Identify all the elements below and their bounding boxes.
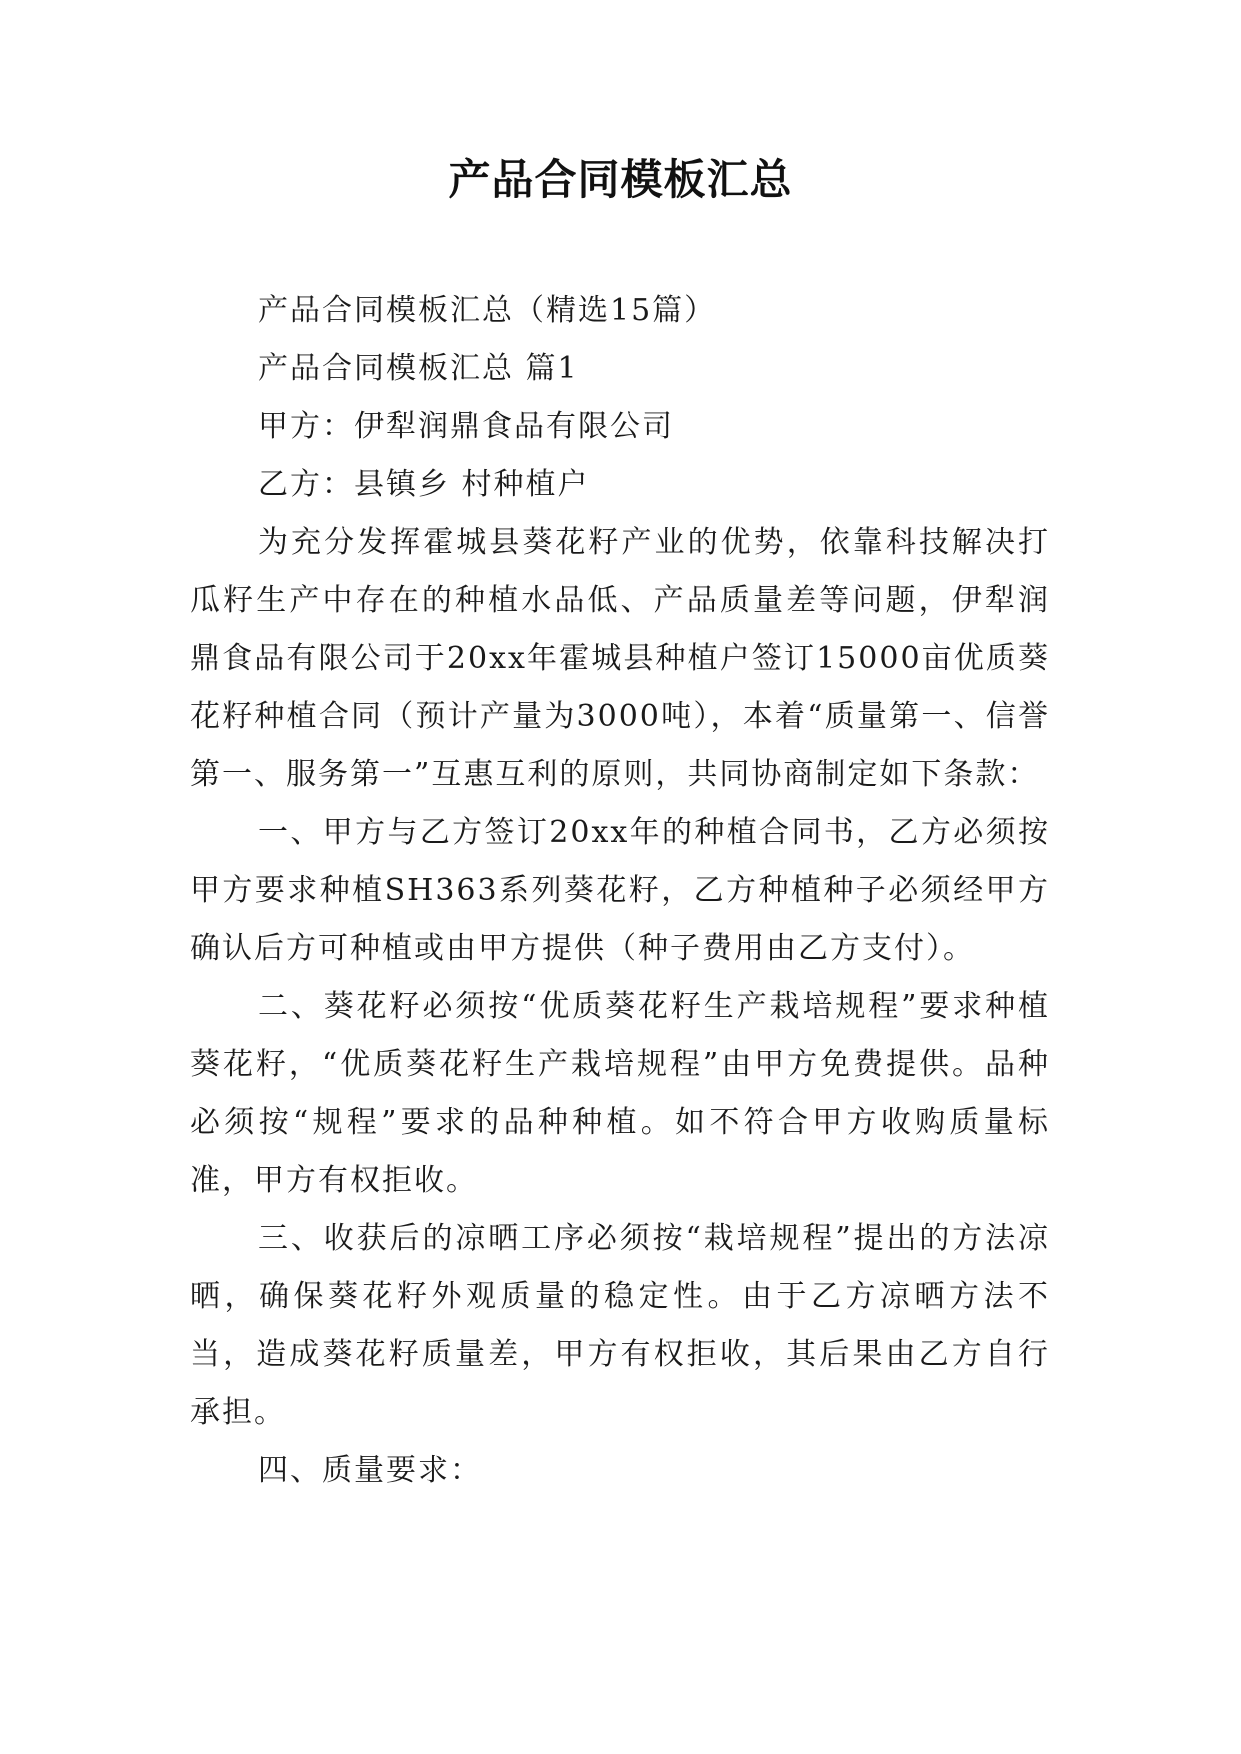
paragraph-preamble: 为充分发挥霍城县葵花籽产业的优势，依靠科技解决打瓜籽生产中存在的种植水品低、产品质量差等问题，伊犁润鼎食品有限公司于20xx年霍城县种植户签订15000亩优质葵花籽种植合同（预计产量为3000吨），本着“质量第一、信誉第一、服务第一”互惠互利的原则，共同协商制定如下条款：	[190, 525, 1050, 792]
paragraph-party-b: 乙方：县镇乡 村种植户	[258, 467, 590, 502]
paragraph-clause-4: 四、质量要求：	[258, 1453, 482, 1488]
document-title: 产品合同模板汇总	[448, 155, 793, 204]
paragraph-clause-2: 二、葵花籽必须按“优质葵花籽生产栽培规程”要求种植葵花籽，“优质葵花籽生产栽培规程”由甲方免费提供。品种必须按“规程”要求的品种种植。如不符合甲方收购质量标准，甲方有权拒收。	[190, 989, 1050, 1198]
paragraph-subtitle: 产品合同模板汇总（精选15篇）	[258, 293, 717, 328]
document-body	[190, 282, 1050, 1500]
paragraph-party-a: 甲方：伊犁润鼎食品有限公司	[258, 409, 674, 444]
paragraph-clause-1: 一、甲方与乙方签订20xx年的种植合同书，乙方必须按甲方要求种植SH363系列葵花籽，乙方种植种子必须经甲方确认后方可种植或由甲方提供（种子费用由乙方支付）。	[190, 815, 1050, 966]
paragraph-section-heading: 产品合同模板汇总 篇1	[258, 351, 579, 386]
paragraph-clause-3: 三、收获后的凉晒工序必须按“栽培规程”提出的方法凉晒，确保葵花籽外观质量的稳定性。由于乙方凉晒方法不当，造成葵花籽质量差，甲方有权拒收，其后果由乙方自行承担。	[190, 1221, 1050, 1430]
